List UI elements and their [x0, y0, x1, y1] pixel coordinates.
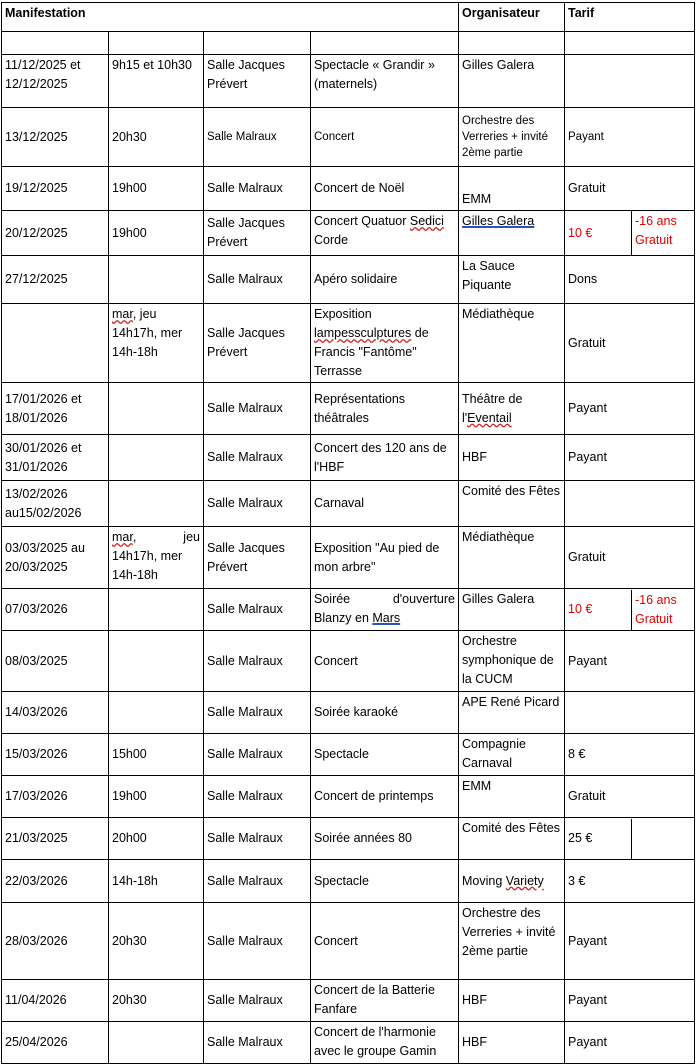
cell-date: 03/03/2025 au 20/03/2025 — [2, 527, 109, 589]
cell-organisateur: HBF — [459, 980, 565, 1022]
table-row — [2, 108, 695, 167]
cell-heure: 15h00 — [109, 734, 204, 776]
cell-heure: 20h30 — [109, 108, 204, 167]
cell-organisateur: Gilles Galera — [459, 55, 565, 108]
table-row — [2, 734, 695, 776]
cell-lieu: Salle Malraux — [204, 383, 311, 435]
cell-date: 30/01/2026 et 31/01/2026 — [2, 435, 109, 481]
cell-date: 11/12/2025 et 12/12/2025 — [2, 55, 109, 108]
table-row — [2, 383, 695, 435]
cell-evenement: Concert — [311, 903, 459, 980]
cell-date: 27/12/2025 — [2, 256, 109, 304]
cell-tarif: 8 € — [565, 734, 695, 776]
cell-heure — [109, 435, 204, 481]
table-row — [2, 692, 695, 734]
cell-date: 13/12/2025 — [2, 108, 109, 167]
tarif-prix: 25 € — [565, 819, 632, 859]
cell-date: 25/04/2026 — [2, 1022, 109, 1064]
cell-lieu: Salle Malraux — [204, 980, 311, 1022]
cell-heure: 14h-18h — [109, 860, 204, 903]
table-row — [2, 776, 695, 818]
cell-evenement: Spectacle « Grandir » (maternels) — [311, 55, 459, 108]
cell-evenement: Soirée années 80 — [311, 818, 459, 860]
table-row — [2, 435, 695, 481]
header-organisateur: Organisateur — [459, 3, 565, 32]
cell-heure — [109, 692, 204, 734]
table-row — [2, 631, 695, 692]
cell-lieu: Salle Malraux — [204, 631, 311, 692]
cell-tarif: Payant — [565, 631, 695, 692]
cell-organisateur: Médiathèque — [459, 527, 565, 589]
cell-lieu: Salle Malraux — [204, 108, 311, 167]
table-row — [2, 860, 695, 903]
cell-heure: 19h00 — [109, 211, 204, 256]
cell-lieu: Salle Malraux — [204, 818, 311, 860]
table-row — [2, 527, 695, 589]
cell-date: 13/02/2026 au15/02/2026 — [2, 481, 109, 527]
cell-organisateur: Comité des Fêtes — [459, 481, 565, 527]
cell-heure — [109, 1022, 204, 1064]
cell-date: 07/03/2026 — [2, 589, 109, 631]
cell-evenement: Apéro solidaire — [311, 256, 459, 304]
cell-date: 14/03/2026 — [2, 692, 109, 734]
table-row — [2, 304, 695, 383]
cell-evenement: Concert — [311, 108, 459, 167]
cell-tarif: Dons — [565, 256, 695, 304]
cell-lieu: Salle Malraux — [204, 860, 311, 903]
table-row — [2, 589, 695, 631]
cell-lieu: Salle Jacques Prévert — [204, 55, 311, 108]
cell-date: 19/12/2025 — [2, 167, 109, 211]
cell-evenement: Concert de l'harmonie avec le groupe Gamin — [311, 1022, 459, 1064]
cell-organisateur: HBF — [459, 435, 565, 481]
cell-lieu: Salle Malraux — [204, 734, 311, 776]
cell-tarif — [565, 818, 695, 860]
cell-evenement: Concert — [311, 631, 459, 692]
cell-heure: mar, jeu 14h17h, mer 14h-18h — [109, 527, 204, 589]
table-row — [2, 481, 695, 527]
tarif-reduit: -16 ans Gratuit — [635, 592, 677, 626]
cell-heure: 9h15 et 10h30 — [109, 55, 204, 108]
cell-tarif: Payant — [565, 383, 695, 435]
cell-evenement: Concert de Noël — [311, 167, 459, 211]
cell-tarif: Payant — [565, 435, 695, 481]
cell-date: 17/01/2026 et 18/01/2026 — [2, 383, 109, 435]
cell-organisateur: Compagnie Carnaval — [459, 734, 565, 776]
cell-lieu: Salle Malraux — [204, 903, 311, 980]
cell-organisateur: APE René Picard — [459, 692, 565, 734]
cell-evenement: Spectacle — [311, 860, 459, 903]
cell-lieu: Salle Malraux — [204, 167, 311, 211]
table-row — [2, 256, 695, 304]
cell-lieu: Salle Malraux — [204, 435, 311, 481]
cell-evenement: Carnaval — [311, 481, 459, 527]
table-row — [2, 1022, 695, 1064]
cell-lieu: Salle Jacques Prévert — [204, 211, 311, 256]
tarif-prix: 10 € — [565, 590, 632, 630]
cell-heure: 20h30 — [109, 980, 204, 1022]
cell-tarif — [565, 55, 695, 108]
cell-date: 21/03/2025 — [2, 818, 109, 860]
cell-heure: 19h00 — [109, 776, 204, 818]
cell-tarif — [565, 481, 695, 527]
cell-date: 15/03/2026 — [2, 734, 109, 776]
cell-tarif: Payant — [565, 108, 695, 167]
cell-tarif — [565, 589, 695, 631]
cell-tarif: Payant — [565, 1022, 695, 1064]
cell-heure — [109, 631, 204, 692]
header-row — [2, 3, 695, 32]
events-table — [1, 2, 695, 1064]
cell-organisateur: La Sauce Piquante — [459, 256, 565, 304]
cell-evenement: Spectacle — [311, 734, 459, 776]
tarif-prix: 10 € — [565, 211, 632, 255]
cell-lieu: Salle Malraux — [204, 776, 311, 818]
cell-tarif — [565, 211, 695, 256]
cell-lieu: Salle Jacques Prévert — [204, 527, 311, 589]
cell-heure — [109, 383, 204, 435]
cell-organisateur: Gilles Galera — [459, 589, 565, 631]
cell-evenement: Soirée karaoké — [311, 692, 459, 734]
cell-evenement: Concert des 120 ans de l'HBF — [311, 435, 459, 481]
cell-heure: mar, jeu 14h17h, mer 14h-18h — [109, 304, 204, 383]
cell-date: 20/12/2025 — [2, 211, 109, 256]
table-row — [2, 903, 695, 980]
header-manifestation: Manifestation — [2, 3, 459, 32]
cell-tarif: 3 € — [565, 860, 695, 903]
cell-tarif: Payant — [565, 980, 695, 1022]
cell-tarif: Gratuit — [565, 304, 695, 383]
cell-heure — [109, 481, 204, 527]
cell-evenement: Concert de la Batterie Fanfare — [311, 980, 459, 1022]
cell-lieu: Salle Malraux — [204, 481, 311, 527]
cell-date: 22/03/2026 — [2, 860, 109, 903]
cell-organisateur: Médiathèque — [459, 304, 565, 383]
header-tarif: Tarif — [565, 3, 695, 32]
cell-lieu: Salle Malraux — [204, 692, 311, 734]
cell-heure: 20h30 — [109, 903, 204, 980]
tarif-reduit: -16 ans Gratuit — [635, 214, 677, 247]
table-row — [2, 55, 695, 108]
cell-organisateur: HBF — [459, 1022, 565, 1064]
cell-evenement: Concert de printemps — [311, 776, 459, 818]
table-row — [2, 167, 695, 211]
cell-heure — [109, 589, 204, 631]
table-row — [2, 211, 695, 256]
table-row — [2, 818, 695, 860]
cell-evenement: Représentations théâtrales — [311, 383, 459, 435]
cell-date: 11/04/2026 — [2, 980, 109, 1022]
cell-tarif: Gratuit — [565, 527, 695, 589]
cell-organisateur: Théâtre de l'Eventail — [459, 383, 565, 435]
cell-evenement: Soirée d'ouverture Blanzy en Mars — [311, 589, 459, 631]
cell-lieu: Salle Jacques Prévert — [204, 304, 311, 383]
cell-heure: 19h00 — [109, 167, 204, 211]
cell-lieu: Salle Malraux — [204, 256, 311, 304]
cell-organisateur: Gilles Galera — [459, 211, 565, 256]
cell-organisateur: Orchestre des Verreries + invité 2ème partie — [459, 108, 565, 167]
cell-date — [2, 304, 109, 383]
cell-date: 08/03/2025 — [2, 631, 109, 692]
cell-date: 17/03/2026 — [2, 776, 109, 818]
cell-tarif: Payant — [565, 903, 695, 980]
cell-tarif: Gratuit — [565, 167, 695, 211]
cell-lieu: Salle Malraux — [204, 589, 311, 631]
cell-organisateur: EMM — [459, 167, 565, 211]
cell-lieu: Salle Malraux — [204, 1022, 311, 1064]
cell-organisateur: Moving Variety — [459, 860, 565, 903]
cell-tarif — [565, 692, 695, 734]
cell-organisateur: Comité des Fêtes — [459, 818, 565, 860]
cell-tarif: Gratuit — [565, 776, 695, 818]
cell-organisateur: EMM — [459, 776, 565, 818]
table-row — [2, 980, 695, 1022]
cell-date: 28/03/2026 — [2, 903, 109, 980]
cell-heure — [109, 256, 204, 304]
cell-organisateur: Orchestre des Verreries + invité 2ème partie — [459, 903, 565, 980]
cell-evenement: Exposition "Au pied de mon arbre" — [311, 527, 459, 589]
cell-heure: 20h00 — [109, 818, 204, 860]
cell-evenement: Concert Quatuor Sedici Corde — [311, 211, 459, 256]
spacer-row — [2, 32, 695, 55]
cell-organisateur: Orchestre symphonique de la CUCM — [459, 631, 565, 692]
cell-evenement: Exposition lampessculptures de Francis "Fantôme" Terrasse — [311, 304, 459, 383]
